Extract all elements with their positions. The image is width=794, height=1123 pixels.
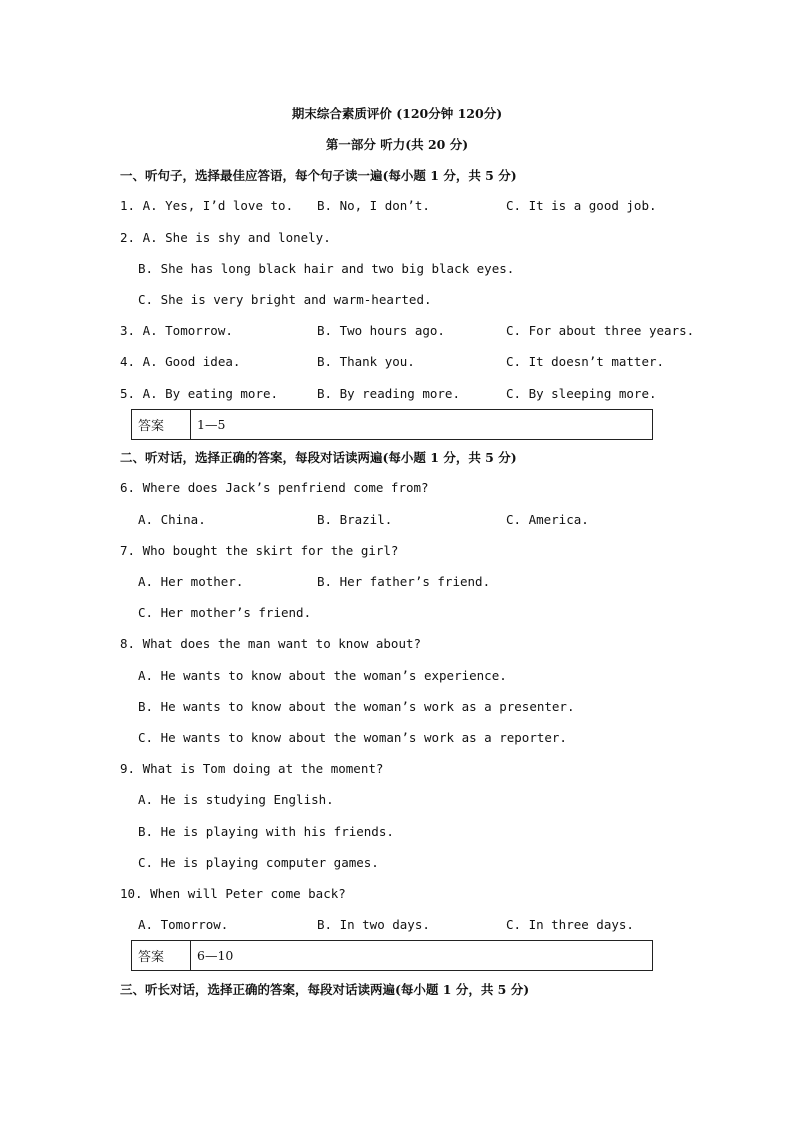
q10-option-a: A. Tomorrow. [138, 917, 229, 932]
q1-option-c: C. It is a good job. [506, 198, 657, 213]
q8-stem: 8. What does the man want to know about? [120, 636, 422, 651]
q8-option-a: A. He wants to know about the woman’s experience. [138, 668, 507, 683]
q6-option-b: B. Brazil. [317, 512, 393, 527]
q6-stem: 6. Where does Jack’s penfriend come from? [120, 480, 429, 495]
q9-stem: 9. What is Tom doing at the moment? [120, 761, 384, 776]
q4-option-b: B. Thank you. [317, 354, 415, 369]
q10-stem: 10. When will Peter come back? [120, 886, 346, 901]
part-title: 第一部分 听力(共 20 分) [325, 137, 469, 152]
q10-option-b: B. In two days. [317, 917, 430, 932]
q9-option-a: A. He is studying English. [138, 792, 334, 807]
q1-option-a: 1. A. Yes, I’d love to. [120, 198, 294, 213]
q4-option-a: 4. A. Good idea. [120, 354, 241, 369]
q6-option-a: A. China. [138, 512, 206, 527]
q8-option-b: B. He wants to know about the woman’s work as a presenter. [138, 699, 575, 714]
section3-heading: 三、听长对话，选择正确的答案，每段对话读两遍(每小题 1 分，共 5 分) [120, 982, 530, 997]
q7-option-b: B. Her father’s friend. [317, 574, 491, 589]
page-title: 期末综合素质评价 (120分钟 120分) [291, 106, 503, 121]
q2-option-c: C. She is very bright and warm-hearted. [138, 292, 432, 307]
q3-option-a: 3. A. Tomorrow. [120, 323, 233, 338]
q2-option-a: 2. A. She is shy and lonely. [120, 230, 331, 245]
q10-option-c: C. In three days. [506, 917, 634, 932]
q7-stem: 7. Who bought the skirt for the girl? [120, 543, 399, 558]
answer-box-1-5 [131, 409, 653, 440]
q8-option-c: C. He wants to know about the woman’s work as a reporter. [138, 730, 567, 745]
answer-range: 1—5 [197, 417, 226, 432]
q2-option-b: B. She has long black hair and two big black eyes. [138, 261, 515, 276]
q3-option-c: C. For about three years. [506, 323, 695, 338]
q4-option-c: C. It doesn’t matter. [506, 354, 665, 369]
q5-option-a: 5. A. By eating more. [120, 386, 279, 401]
q9-option-b: B. He is playing with his friends. [138, 824, 394, 839]
q1-option-b: B. No, I don’t. [317, 198, 430, 213]
q5-option-b: B. By reading more. [317, 386, 460, 401]
q7-option-a: A. Her mother. [138, 574, 244, 589]
q9-option-c: C. He is playing computer games. [138, 855, 379, 870]
q7-option-c: C. Her mother’s friend. [138, 605, 312, 620]
q5-option-c: C. By sleeping more. [506, 386, 657, 401]
answer-range: 6—10 [197, 948, 234, 963]
q6-option-c: C. America. [506, 512, 589, 527]
answer-box-6-10 [131, 940, 653, 971]
section2-heading: 二、听对话，选择正确的答案，每段对话读两遍(每小题 1 分，共 5 分) [120, 450, 517, 465]
answer-label: 答案 [132, 941, 191, 970]
answer-label: 答案 [132, 410, 191, 439]
q3-option-b: B. Two hours ago. [317, 323, 445, 338]
section1-heading: 一、听句子，选择最佳应答语，每个句子读一遍(每小题 1 分，共 5 分) [120, 168, 517, 183]
